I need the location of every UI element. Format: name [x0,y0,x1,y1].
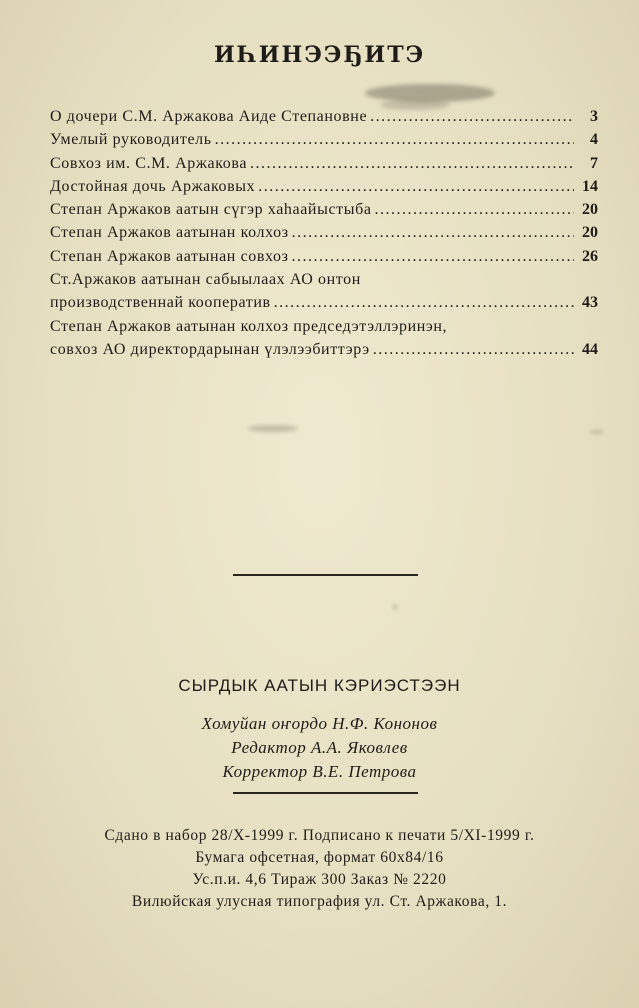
toc-leader-dots [292,224,574,242]
toc-leader-dots [274,294,574,312]
toc-leader-dots [373,341,574,359]
smudge-mark [248,425,298,432]
toc-page-number: 20 [582,224,598,242]
toc-leader-dots [250,155,574,173]
credit-corrector: Корректор В.Е. Петрова [222,762,417,781]
toc-page-number: 20 [582,201,598,219]
toc-entry [50,178,598,201]
toc-entry [50,131,598,154]
credits-block [0,714,639,786]
toc-entry-title: совхоз АО директордарынан үлэлээбиттэрэ [50,340,370,358]
toc-entry [50,155,598,178]
toc-entry-title: Степан Аржаков аатынан совхоз [50,247,289,265]
smudge-mark [365,84,495,102]
toc-entry-title: Степан Аржаков аатын сүгэр хаһаайыстыба [50,201,372,219]
table-of-contents [50,108,598,364]
credit-editor: Редактор А.А. Яковлев [231,738,408,757]
toc-page-number: 26 [582,247,598,265]
toc-entry-title-line1: Ст.Аржаков аатынан сабыылаах АО онтон [50,271,361,289]
toc-entry [50,224,598,247]
imprint-line: Сдано в набор 28/Х-1999 г. Подписано к печати 5/XI-1999 г. [104,827,535,844]
toc-entry [50,248,598,271]
imprint-block [0,827,639,915]
book-title: СЫРДЫК ААТЫН КЭРИЭСТЭЭН [178,676,461,695]
smudge-mark [590,430,604,434]
toc-page-number: 43 [582,294,598,312]
imprint-line: Бумага офсетная, формат 60х84/16 [195,849,444,866]
toc-leader-dots [292,248,574,266]
toc-page-number: 44 [582,340,598,358]
toc-entry-title: производственнай кооператив [50,294,271,312]
toc-leader-dots [375,201,574,219]
toc-leader-dots [258,178,574,196]
imprint-line: Вилюйская улусная типография ул. Ст. Аржакова, 1. [131,893,508,910]
imprint-line: Ус.п.и. 4,6 Тираж 300 Заказ № 2220 [192,871,447,888]
toc-entry-title: Совхоз им. С.М. Аржакова [50,154,248,172]
toc-entry [50,341,598,364]
toc-entry-title: Умелый руководитель [50,131,212,149]
divider-rule [233,574,418,576]
toc-entry [50,294,598,317]
toc-leader-dots [215,131,574,149]
toc-page-number: 4 [590,131,598,149]
toc-entry-title: Достойная дочь Аржаковых [50,177,256,195]
toc-page-number: 3 [590,108,598,125]
toc-page-number: 14 [582,177,598,195]
toc-page-number: 7 [590,154,598,172]
toc-entry [50,201,598,224]
credit-compiler: Хомуйан оҥордо Н.Ф. Кононов [201,714,438,733]
toc-entry-title: О дочери С.М. Аржакова Аиде Степановне [50,108,368,125]
contents-title: ИҺИНЭЭҔИТЭ [213,42,426,68]
toc-entry-title: Степан Аржаков аатынан колхоз [50,224,289,242]
divider-rule [233,792,418,794]
dot-mark [393,605,397,609]
toc-leader-dots [370,108,574,126]
toc-entry-title-line1: Степан Аржаков аатынан колхоз председэтэллэринэн, [50,317,448,335]
toc-entry [50,108,598,131]
